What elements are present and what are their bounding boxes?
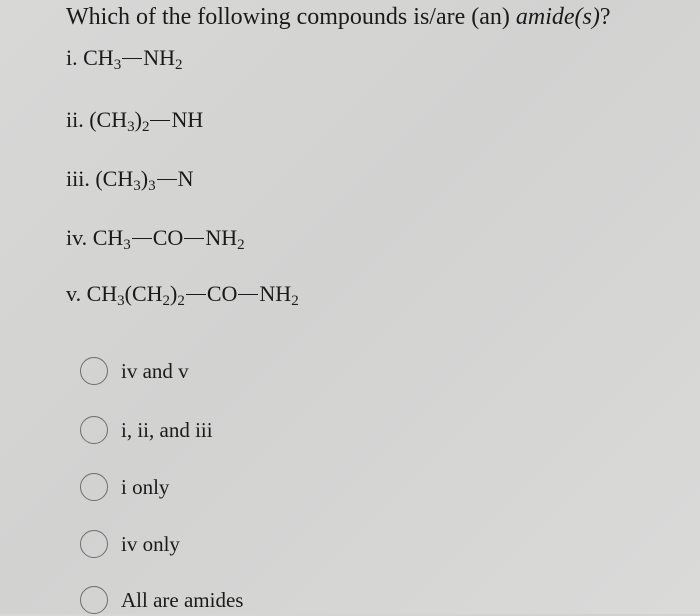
radio-button[interactable] [80, 586, 108, 614]
compound-item [66, 106, 203, 134]
bond-dash [132, 238, 152, 239]
formula-text: ) [170, 281, 178, 306]
formula-subscript: 2 [291, 293, 299, 309]
question-suffix: ? [599, 4, 611, 30]
compound-formula [86, 281, 299, 309]
formula-text: NH [171, 107, 204, 132]
compound-formula [95, 166, 194, 194]
bond-dash [184, 238, 204, 239]
option-label: i only [121, 475, 170, 499]
answer-option-i-only[interactable] [80, 471, 169, 503]
answer-option-i-ii-and-iii[interactable] [80, 414, 213, 446]
answer-option-iv-and-v[interactable] [80, 355, 189, 387]
formula-text: N [177, 166, 194, 191]
formula-subscript: 3 [127, 119, 135, 135]
compound-formula [89, 107, 204, 135]
answer-option-iv-only[interactable] [80, 528, 180, 560]
formula-subscript: 3 [148, 178, 156, 194]
formula-subscript: 2 [162, 293, 171, 309]
formula-text: NH [143, 45, 175, 70]
answer-option-all-are-amides[interactable] [80, 584, 243, 616]
radio-button[interactable] [80, 357, 108, 385]
compound-numeral: iv. [66, 225, 88, 250]
compound-formula [83, 45, 183, 73]
option-label: All are amides [121, 588, 244, 612]
bond-dash [186, 294, 206, 295]
compound-item [66, 165, 193, 193]
option-label: iv only [121, 532, 180, 556]
formula-text: ) [134, 107, 142, 132]
formula-text: (CH [95, 166, 134, 191]
bond-dash [238, 294, 258, 295]
compound-numeral: v. [66, 281, 82, 306]
formula-subscript: 3 [117, 293, 125, 309]
formula-subscript: 3 [113, 57, 122, 73]
bond-dash [150, 120, 170, 121]
formula-subscript: 2 [177, 293, 185, 309]
formula-text: NH [259, 281, 292, 306]
radio-button[interactable] [80, 530, 108, 558]
formula-subscript: 3 [133, 178, 141, 194]
compound-numeral: iii. [66, 166, 90, 191]
compound-numeral: i. [66, 45, 78, 70]
formula-text: CH [92, 225, 124, 250]
compound-formula [92, 225, 245, 253]
compound-numeral: ii. [66, 107, 84, 132]
radio-button[interactable] [80, 416, 108, 444]
compound-item [66, 44, 182, 72]
formula-subscript: 2 [174, 57, 183, 73]
question-prefix: Which of the following compounds is/are (an) [66, 4, 516, 30]
formula-text: CO [152, 225, 184, 250]
radio-button[interactable] [80, 473, 108, 501]
bond-dash [157, 179, 177, 180]
formula-subscript: 3 [123, 237, 131, 253]
formula-text: NH [205, 225, 238, 250]
compound-item [66, 224, 245, 252]
formula-text: (CH [89, 107, 128, 132]
formula-text: CH [83, 45, 114, 70]
formula-subscript: 2 [141, 119, 150, 135]
option-label: iv and v [121, 359, 189, 383]
formula-text: CO [206, 281, 238, 306]
question-text [66, 2, 611, 32]
bond-dash [122, 58, 142, 59]
formula-text: (CH [124, 281, 163, 306]
formula-subscript: 2 [237, 237, 245, 253]
compound-item [66, 280, 299, 308]
question-emphasis: amide(s) [515, 4, 600, 30]
formula-text: CH [86, 281, 118, 306]
option-label: i, ii, and iii [121, 418, 213, 442]
formula-text: ) [140, 166, 149, 191]
